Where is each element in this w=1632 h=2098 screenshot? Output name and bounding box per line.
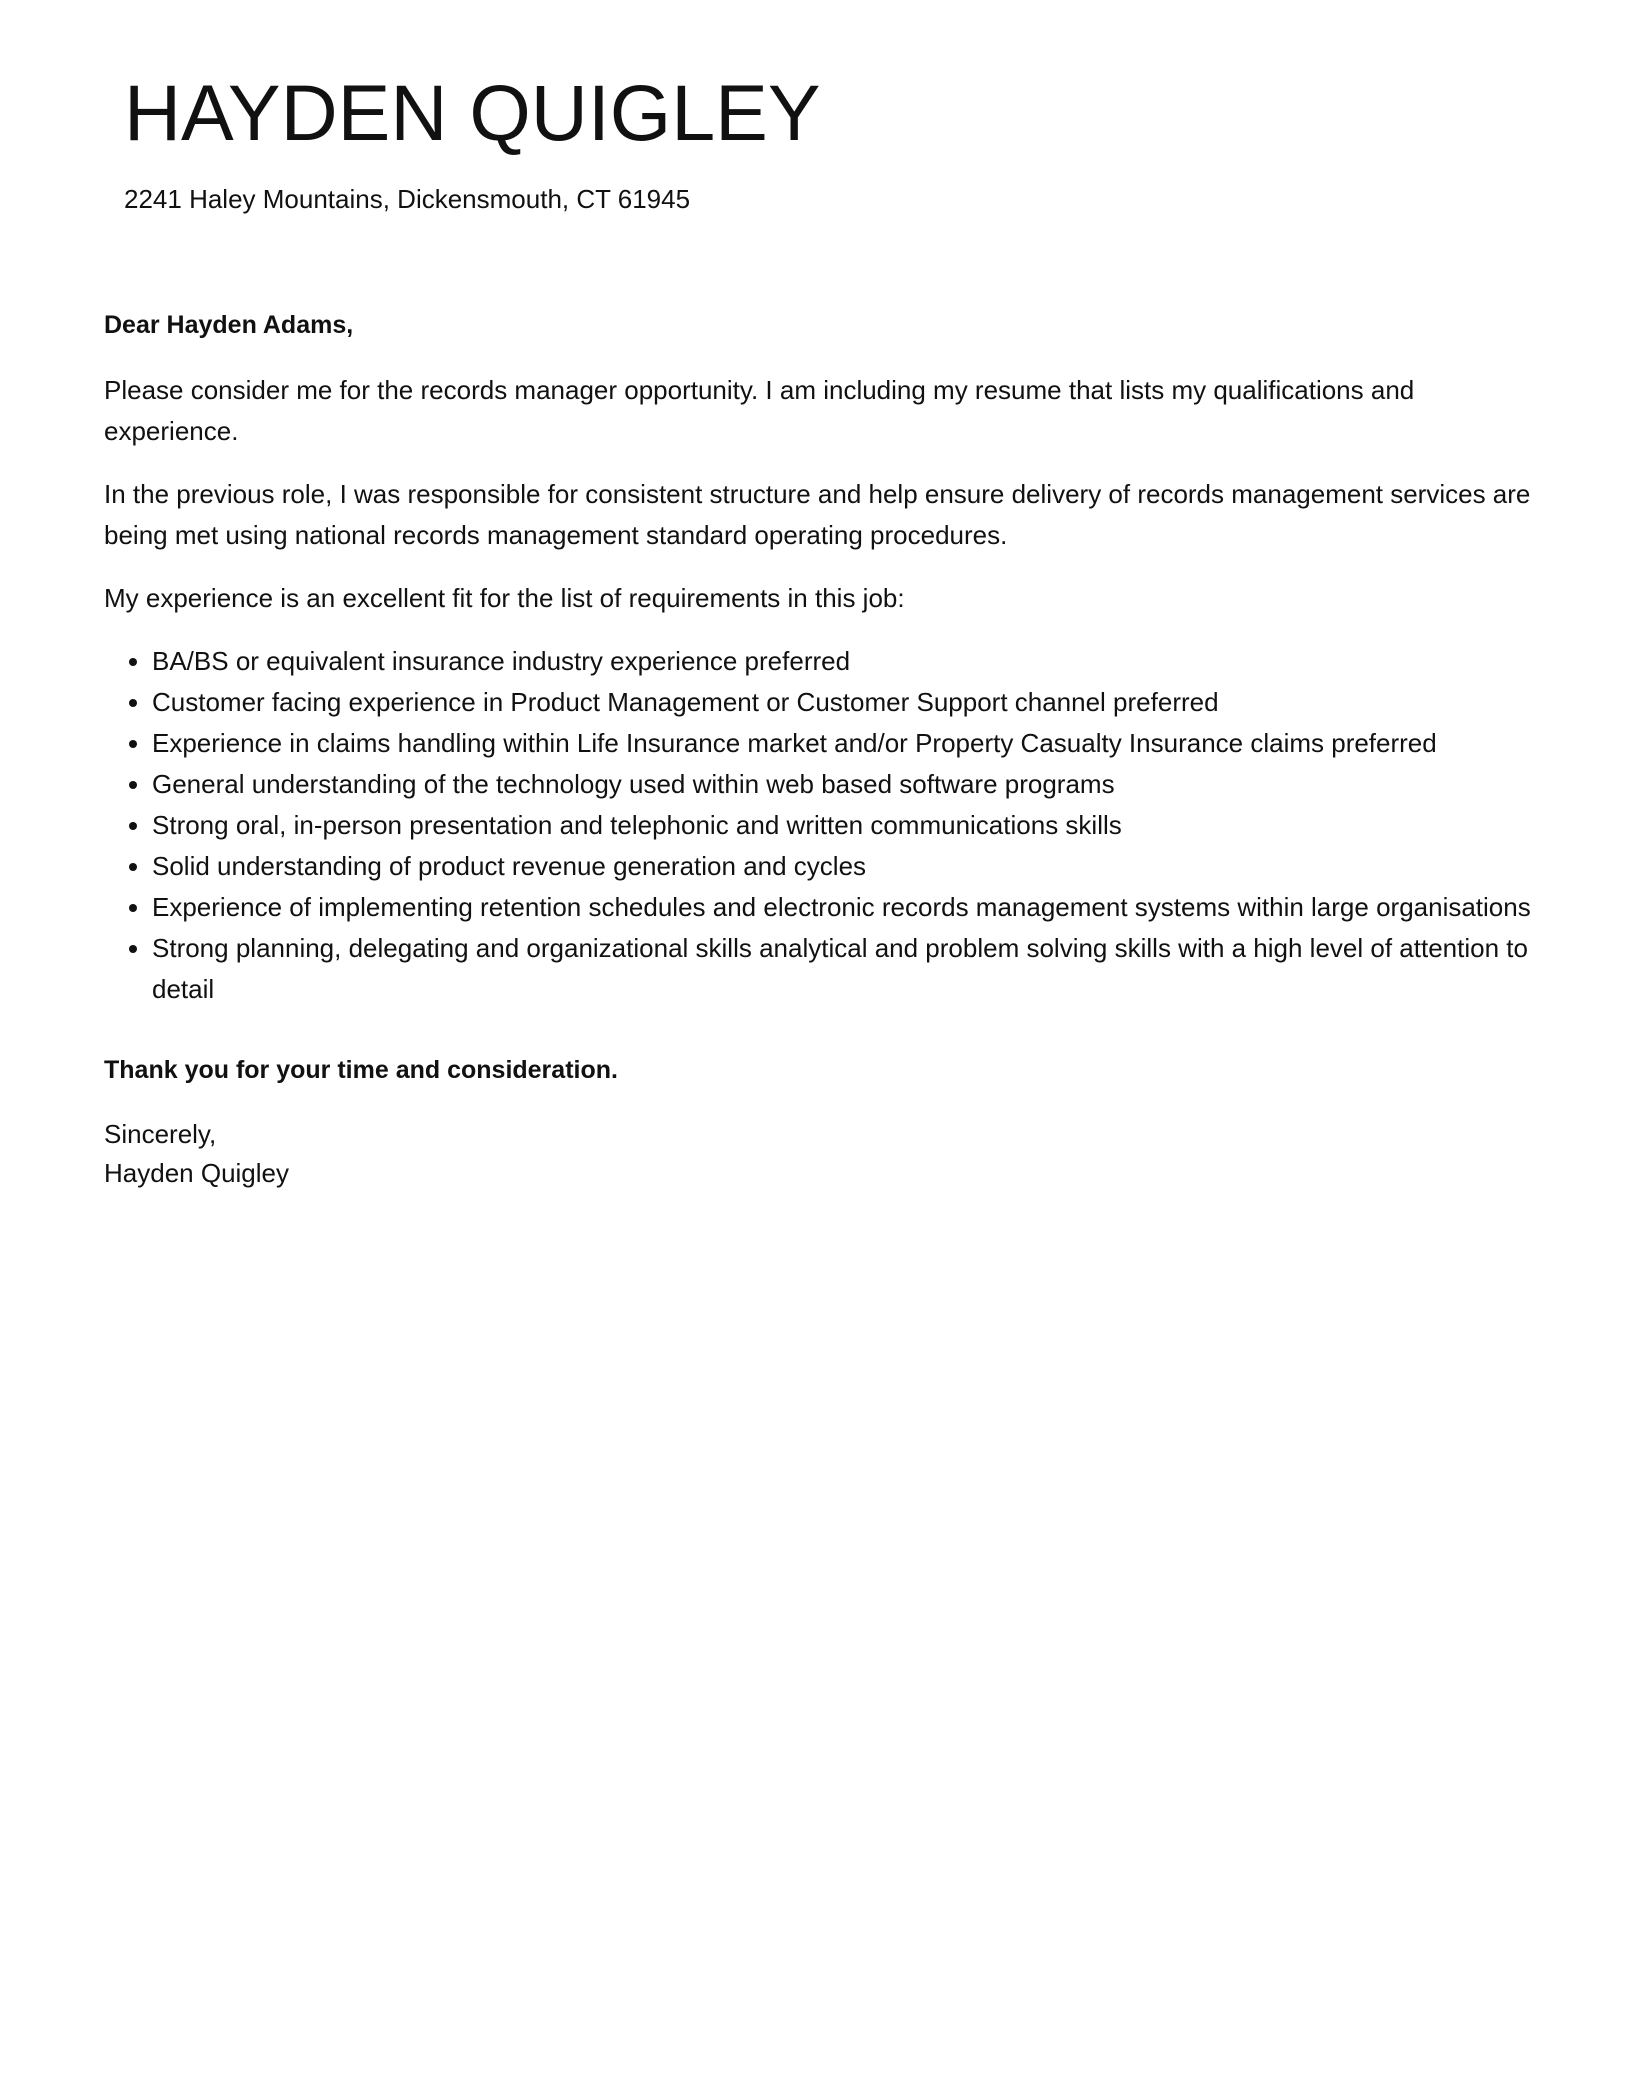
- requirements-intro: My experience is an excellent fit for the list of requirements in this job:: [104, 583, 905, 613]
- closing-line: Thank you for your time and consideration.: [104, 1056, 618, 1084]
- list-item: • BA/BS or equivalent insurance industry experience preferred: [152, 641, 1544, 682]
- signature-name: Hayden Quigley: [104, 1158, 289, 1188]
- list-item: • Experience in claims handling within Life Insurance market and/or Property Casualty Insurance claims preferred: [152, 723, 1544, 764]
- signoff: [104, 1115, 1544, 1193]
- list-item: • Customer facing experience in Product Management or Customer Support channel preferred: [152, 682, 1544, 723]
- letter-body: [104, 305, 1544, 1193]
- list-item: • General understanding of the technology used within web based software programs: [152, 764, 1544, 805]
- experience-paragraph: In the previous role, I was responsible for consistent structure and help ensure delivery of records management services are being met using national records management standard operating procedures.: [104, 479, 1531, 550]
- applicant-address: 2241 Haley Mountains, Dickensmouth, CT 61945: [124, 184, 691, 214]
- list-item: • Strong planning, delegating and organizational skills analytical and problem solving skills with a high level of attention to detail: [152, 928, 1544, 1010]
- signoff-text: Sincerely,: [104, 1119, 217, 1149]
- salutation: Dear Hayden Adams,: [104, 311, 354, 339]
- applicant-name: HAYDEN QUIGLEY: [124, 68, 821, 157]
- intro-paragraph: Please consider me for the records manager opportunity. I am including my resume that lists my qualifications and experience.: [104, 375, 1415, 446]
- list-item: • Experience of implementing retention schedules and electronic records management systems within large organisations: [152, 887, 1544, 928]
- requirements-list: [104, 641, 1544, 1010]
- list-item: • Strong oral, in-person presentation and telephonic and written communications skills: [152, 805, 1544, 846]
- list-item: • Solid understanding of product revenue generation and cycles: [152, 846, 1544, 887]
